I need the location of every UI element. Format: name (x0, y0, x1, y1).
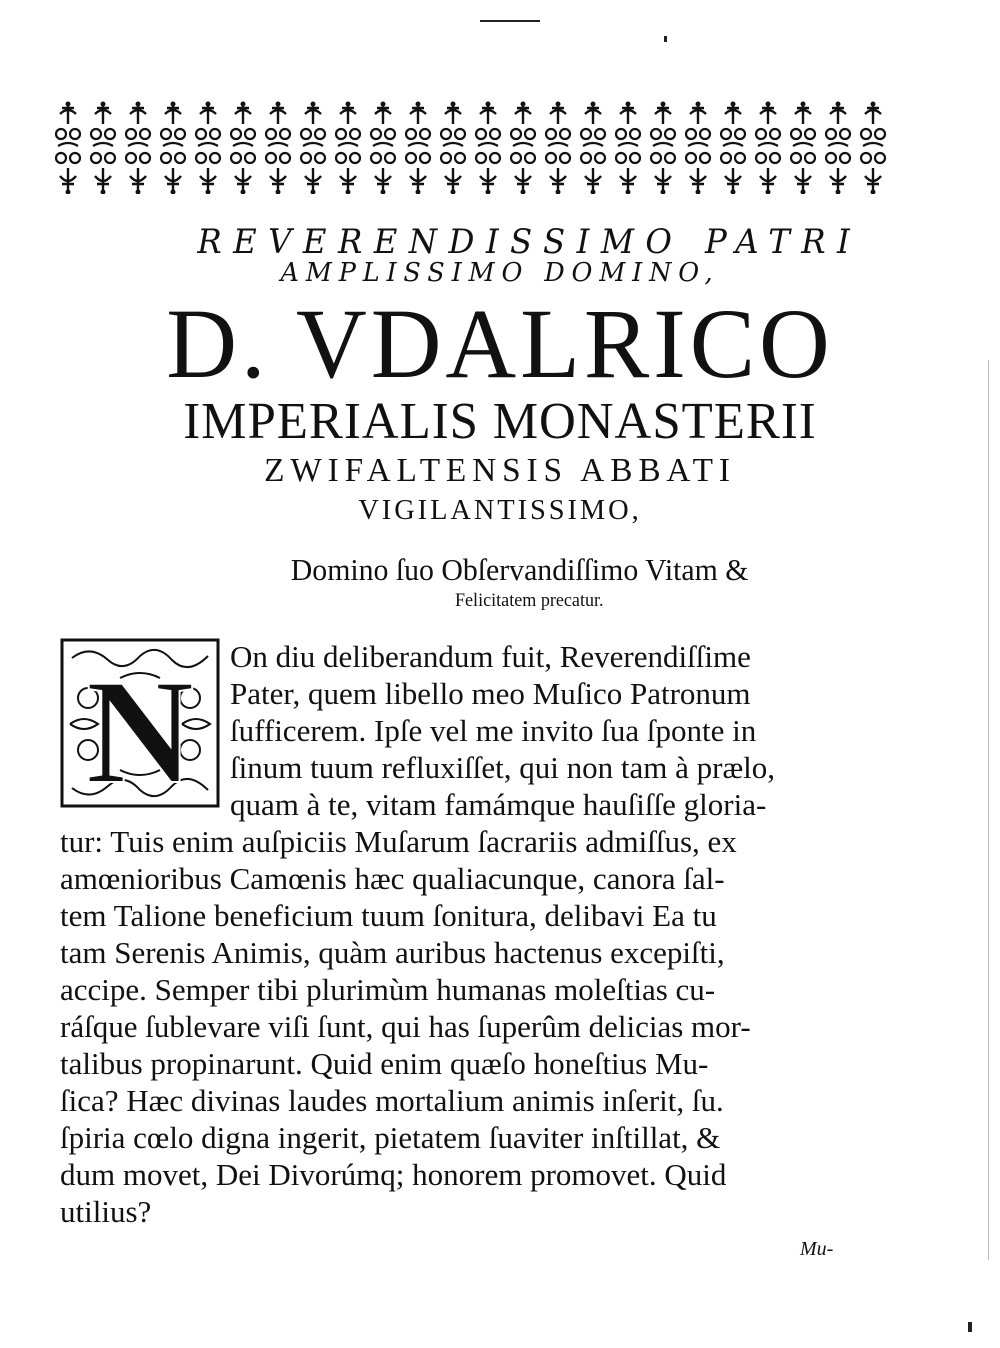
catchword: Mu- (800, 1238, 834, 1260)
ink-speck (968, 1322, 972, 1332)
decorated-initial (60, 638, 220, 808)
dedication-line-felicitatem: Felicitatem precatur. (454, 590, 604, 611)
ink-speck (664, 36, 667, 42)
body-line: ſufficerem. Ipſe vel me invito ſua ſponte in (230, 713, 757, 748)
dedication-line-abbati: ZWIFALTENSIS ABBATI (264, 452, 736, 489)
body-line: talibus propinarunt. Quid enim quæſo honeſtius Mu- (60, 1046, 709, 1081)
ornamental-headpiece (52, 98, 894, 194)
body-line: amœnioribus Camœnis hæc qualiacunque, canora ſal- (60, 861, 725, 896)
body-line: quam à te, vitam famámque hauſiſſe gloria- (230, 787, 767, 822)
initial-letter: N (85, 649, 195, 808)
body-line: ſica? Hæc divinas laudes mortalium animis inſerit, ſu. (60, 1083, 724, 1118)
body-line: utilius? (60, 1194, 152, 1229)
dedication-line-domino: Domino ſuo Obſervandiſſimo Vitam & (290, 552, 749, 587)
decorated-initial-n-icon (60, 638, 220, 808)
dedication-line-monasterii: IMPERIALIS MONASTERII (183, 393, 817, 450)
ink-speck (480, 20, 540, 22)
dedication-line-vigilantissimo: VIGILANTISSIMO, (358, 494, 642, 526)
body-line: On diu deliberandum fuit, Reverendiſſime (230, 639, 751, 674)
dedication-line-reverendissimo: REVERENDISSIMO PATRI (197, 222, 862, 262)
body-line: ſpiria cœlo digna ingerit, pietatem ſuaviter inſtillat, & (60, 1120, 721, 1155)
body-line: ráſque ſublevare viſi ſunt, qui has ſuperûm delicias mor- (60, 1009, 751, 1044)
dedication-line-amplissimo: AMPLISSIMO DOMINO, (280, 258, 720, 288)
body-line: tur: Tuis enim auſpiciis Muſarum ſacrariis admiſſus, ex (60, 824, 737, 859)
body-line: dum movet, Dei Divorúmq; honorem promovet. Quid (60, 1157, 727, 1192)
body-line: tem Talione beneficium tuum ſonitura, delibavi Ea tu (60, 898, 717, 933)
body-line: ſinum tuum refluxiſſet, qui non tam à prælo, (230, 750, 776, 785)
fleuron-band-icon (52, 98, 894, 194)
dedication-name-title: D. VDALRICO (166, 288, 834, 399)
body-line: Pater, quem libello meo Muſico Patronum (230, 676, 751, 711)
body-line: tam Serenis Animis, quàm auribus hactenus excepiſti, (60, 935, 725, 970)
body-line: accipe. Semper tibi plurimùm humanas moleſtias cu- (60, 972, 716, 1007)
